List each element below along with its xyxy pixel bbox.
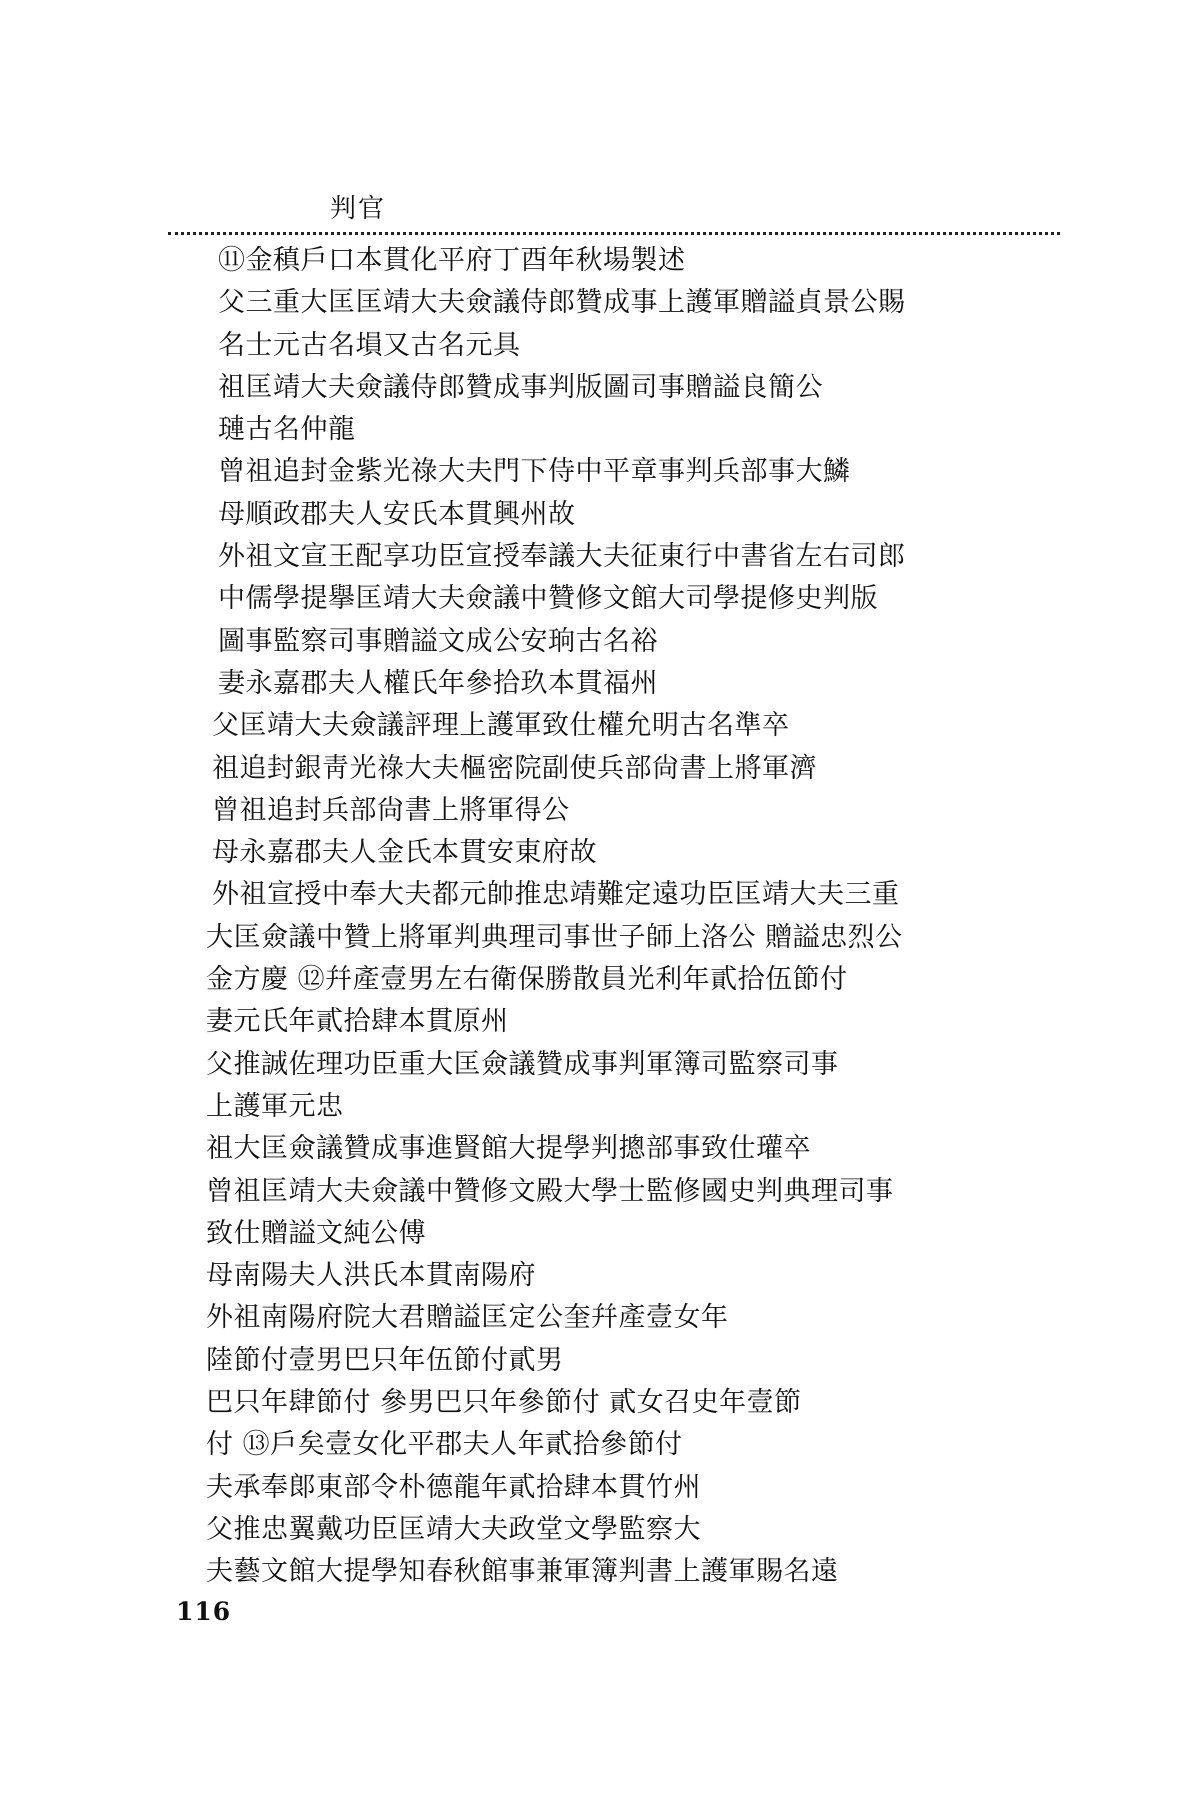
text-line: 陸節付壹男巴只年伍節付貳男 — [206, 1344, 564, 1376]
text-line: 夫藝文館大提學知春秋館事兼軍簿判書上護軍賜名遠 — [206, 1556, 839, 1588]
text-line: 妻永嘉郡夫人權氏年參拾玖本貫福州 — [218, 667, 658, 699]
text-line: 外祖宣授中奉大夫都元帥推忠靖難定遠功臣匡靖大夫三重 — [212, 879, 900, 911]
text-line: 母永嘉郡夫人金氏本貫安東府故 — [212, 837, 597, 869]
text-line: 祖大匡僉議贊成事進賢館大提學判摠部事致仕瓘卒 — [206, 1133, 811, 1165]
text-line: 外祖南陽府院大君贈謚匡定公奎幷產壹女年 — [206, 1302, 729, 1334]
text-line: 圖事監察司事贈謚文成公安珦古名裕 — [218, 625, 658, 657]
document-body — [206, 240, 1106, 1594]
text-line: ⑪金稹戶口本貫化平府丁酉年秋場製述 — [218, 245, 686, 276]
text-line: 祖追封銀靑光祿大夫樞密院副使兵部尙書上將軍濟 — [212, 752, 817, 784]
text-line: 祖匡靖大夫僉議侍郎贊成事判版圖司事贈謚良簡公 — [218, 371, 823, 403]
text-line: 金方慶 ⑫幷產壹男左右衛保勝散員光利年貳拾伍節付 — [206, 964, 848, 996]
text-line: 母南陽夫人洪氏本貫南陽府 — [206, 1260, 536, 1292]
text-line: 巴只年肆節付 參男巴只年參節付 貳女召史年壹節 — [206, 1387, 802, 1419]
text-line: 上護軍元忠 — [206, 1090, 344, 1122]
text-line: 曾祖匡靖大夫僉議中贊修文殿大學士監修國史判典理司事 — [206, 1175, 894, 1207]
text-line: 父推誠佐理功臣重大匡僉議贊成事判軍簿司監察司事 — [206, 1048, 839, 1080]
text-line: 付 ⑬戶矣壹女化平郡夫人年貳拾參節付 — [206, 1429, 683, 1461]
text-line: 大匡僉議中贊上將軍判典理司事世子師上洛公 贈謚忠烈公 — [206, 921, 903, 953]
text-line: 妻元氏年貳拾肆本貫原州 — [206, 1006, 509, 1038]
text-line: 璉古名仲龍 — [218, 414, 356, 446]
text-line: 父三重大匡匡靖大夫僉議侍郎贊成事上護軍贈謚貞景公賜 — [218, 287, 906, 319]
header-divider — [168, 232, 1060, 235]
text-line: 夫承奉郞東部令朴德龍年貳拾肆本貫竹州 — [206, 1471, 701, 1503]
page-number: 116 — [176, 1597, 232, 1626]
text-line: 外祖文宣王配享功臣宣授奉議大夫征東行中書省左右司郎 — [218, 541, 906, 573]
text-line: 致仕贈謚文純公傅 — [206, 1217, 426, 1249]
running-header: 判官 — [330, 194, 387, 224]
text-line: 曾祖追封金紫光祿大夫門下侍中平章事判兵部事大鱗 — [218, 456, 851, 488]
text-line: 名士元古名塤又古名元具 — [218, 329, 521, 361]
text-line: 父推忠翼戴功臣匡靖大夫政堂文學監察大 — [206, 1513, 701, 1545]
text-line: 父匡靖大夫僉議評理上護軍致仕權允明古名準卒 — [212, 710, 790, 742]
text-line: 中儒學提擧匡靖大夫僉議中贊修文館大司學提修史判版 — [218, 583, 878, 615]
text-line: 母順政郡夫人安氏本貫興州故 — [218, 498, 576, 530]
text-line: 曾祖追封兵部尙書上將軍得公 — [212, 794, 570, 826]
